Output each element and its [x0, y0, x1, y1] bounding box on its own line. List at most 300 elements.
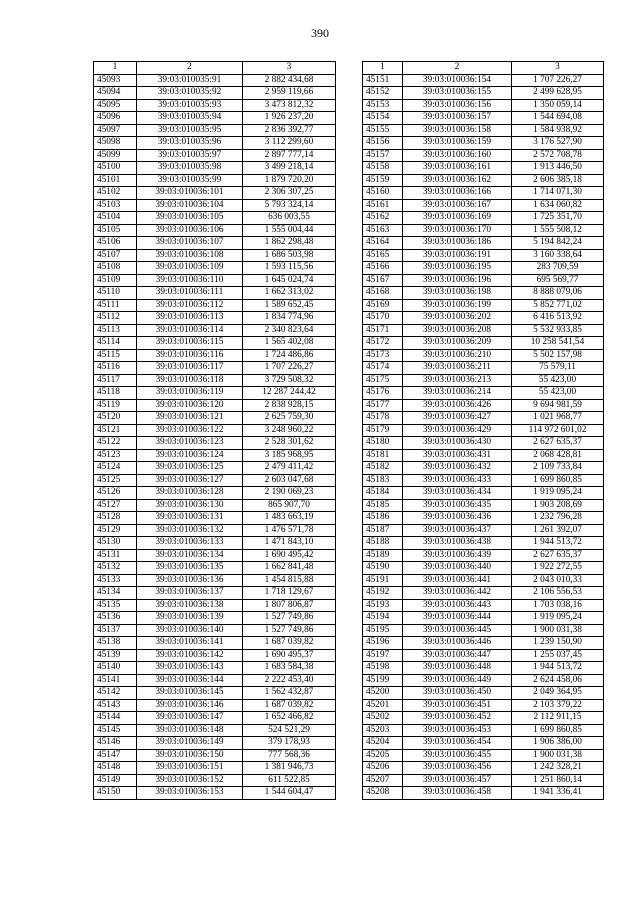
- cadastral-number: 39:03:010036:199: [403, 299, 512, 312]
- value-cell: 2 340 823,64: [243, 324, 336, 337]
- cadastral-number: 39:03:010036:210: [403, 349, 512, 362]
- value-cell: 2 625 759,30: [243, 412, 336, 425]
- cadastral-number: 39:03:010036:155: [403, 87, 512, 100]
- value-cell: 2 049 364,95: [512, 687, 604, 700]
- cadastral-number: 39:03:010036:116: [137, 349, 243, 362]
- row-number: 45161: [363, 199, 403, 212]
- value-cell: 1 476 571,78: [243, 524, 336, 537]
- cadastral-number: 39:03:010036:128: [137, 487, 243, 500]
- table-row: [363, 137, 604, 150]
- table-row: [363, 249, 604, 262]
- row-number: 45188: [363, 537, 403, 550]
- row-number: 45176: [363, 387, 403, 400]
- value-cell: 1 483 663,19: [243, 512, 336, 525]
- row-number: 45207: [363, 774, 403, 787]
- row-number: 45162: [363, 212, 403, 225]
- row-number: 45105: [94, 224, 137, 237]
- value-cell: 3 499 218,14: [243, 162, 336, 175]
- table-row: [363, 212, 604, 225]
- cadastral-number: 39:03:010036:119: [137, 387, 243, 400]
- row-number: 45165: [363, 249, 403, 262]
- value-cell: 3 473 812,32: [243, 99, 336, 112]
- table-row: [94, 274, 336, 287]
- value-cell: 1 261 392,07: [512, 524, 604, 537]
- table-row: [94, 674, 336, 687]
- row-number: 45190: [363, 562, 403, 575]
- value-cell: 114 972 601,02: [512, 424, 604, 437]
- cadastral-number: 39:03:010036:213: [403, 374, 512, 387]
- row-number: 45150: [94, 787, 137, 800]
- cadastral-number: 39:03:010036:435: [403, 499, 512, 512]
- value-cell: 1 255 037,45: [512, 649, 604, 662]
- value-cell: 55 423,00: [512, 374, 604, 387]
- row-number: 45131: [94, 549, 137, 562]
- row-number: 45095: [94, 99, 137, 112]
- value-cell: 3 112 299,60: [243, 137, 336, 150]
- row-number: 45192: [363, 587, 403, 600]
- row-number: 45101: [94, 174, 137, 187]
- table-row: [94, 749, 336, 762]
- cadastral-number: 39:03:010036:167: [403, 199, 512, 212]
- value-cell: 2 528 301,62: [243, 437, 336, 450]
- value-cell: 1 944 513,72: [512, 537, 604, 550]
- table-row: [94, 487, 336, 500]
- value-cell: 636 003,55: [243, 212, 336, 225]
- row-number: 45171: [363, 324, 403, 337]
- value-cell: 1 879 720,20: [243, 174, 336, 187]
- row-number: 45127: [94, 499, 137, 512]
- table-row: [94, 424, 336, 437]
- cadastral-number: 39:03:010036:456: [403, 762, 512, 775]
- cadastral-number: 39:03:010036:108: [137, 249, 243, 262]
- value-cell: 2 068 428,81: [512, 449, 604, 462]
- value-cell: 1 652 466,82: [243, 712, 336, 725]
- table-row: [94, 662, 336, 675]
- table-row: [94, 74, 336, 87]
- table-row: [94, 412, 336, 425]
- value-cell: 3 248 960,22: [243, 424, 336, 437]
- value-cell: 5 852 771,02: [512, 299, 604, 312]
- value-cell: 1 562 432,87: [243, 687, 336, 700]
- cadastral-number: 39:03:010036:196: [403, 274, 512, 287]
- value-cell: 1 687 039,82: [243, 637, 336, 650]
- row-number: 45094: [94, 87, 137, 100]
- table-row: [363, 237, 604, 250]
- row-number: 45124: [94, 462, 137, 475]
- table-row: [94, 587, 336, 600]
- table-row: [363, 362, 604, 375]
- value-cell: 5 194 842,24: [512, 237, 604, 250]
- table-row: [363, 274, 604, 287]
- value-cell: 1 589 652,45: [243, 299, 336, 312]
- table-row: [363, 574, 604, 587]
- value-cell: 1 634 060,82: [512, 199, 604, 212]
- value-cell: 1 699 860,85: [512, 724, 604, 737]
- cadastral-number: 39:03:010036:132: [137, 524, 243, 537]
- row-number: 45103: [94, 199, 137, 212]
- table-row: [363, 412, 604, 425]
- cadastral-number: 39:03:010036:209: [403, 337, 512, 350]
- value-cell: 1 900 031,38: [512, 624, 604, 637]
- cadastral-number: 39:03:010036:170: [403, 224, 512, 237]
- cadastral-number: 39:03:010036:433: [403, 474, 512, 487]
- value-cell: 1 714 071,30: [512, 187, 604, 200]
- value-cell: 3 160 338,64: [512, 249, 604, 262]
- value-cell: 865 907,70: [243, 499, 336, 512]
- table-row: [363, 699, 604, 712]
- row-number: 45189: [363, 549, 403, 562]
- row-number: 45147: [94, 749, 137, 762]
- value-cell: 1 718 129,67: [243, 587, 336, 600]
- table-row: [94, 287, 336, 300]
- value-cell: 2 959 119,66: [243, 87, 336, 100]
- table-row: [363, 224, 604, 237]
- value-cell: 1 707 226,27: [243, 362, 336, 375]
- table-row: [94, 537, 336, 550]
- value-cell: 75 579,11: [512, 362, 604, 375]
- value-cell: 1 913 446,50: [512, 162, 604, 175]
- row-number: 45099: [94, 149, 137, 162]
- cadastral-number: 39:03:010036:453: [403, 724, 512, 737]
- table-row: [363, 487, 604, 500]
- cadastral-number: 39:03:010036:147: [137, 712, 243, 725]
- cadastral-number: 39:03:010036:115: [137, 337, 243, 350]
- value-cell: 5 502 157,98: [512, 349, 604, 362]
- row-number: 45191: [363, 574, 403, 587]
- cadastral-number: 39:03:010035:99: [137, 174, 243, 187]
- cadastral-number: 39:03:010035:97: [137, 149, 243, 162]
- cadastral-number: 39:03:010036:151: [137, 762, 243, 775]
- table-row: [363, 762, 604, 775]
- value-cell: 55 423,00: [512, 387, 604, 400]
- row-number: 45199: [363, 674, 403, 687]
- cadastral-number: 39:03:010036:186: [403, 237, 512, 250]
- row-number: 45155: [363, 124, 403, 137]
- cadastral-number: 39:03:010036:145: [137, 687, 243, 700]
- row-number: 45106: [94, 237, 137, 250]
- table-row: [94, 462, 336, 475]
- row-number: 45108: [94, 262, 137, 275]
- cadastral-number: 39:03:010036:154: [403, 74, 512, 87]
- row-number: 45183: [363, 474, 403, 487]
- cadastral-number: 39:03:010036:142: [137, 649, 243, 662]
- value-cell: 1 919 095,24: [512, 487, 604, 500]
- value-cell: 2 112 911,15: [512, 712, 604, 725]
- row-number: 45149: [94, 774, 137, 787]
- cadastral-number: 39:03:010036:455: [403, 749, 512, 762]
- value-cell: 1 251 860,14: [512, 774, 604, 787]
- table-row: [94, 349, 336, 362]
- value-cell: 1 699 860,85: [512, 474, 604, 487]
- cadastral-number: 39:03:010036:131: [137, 512, 243, 525]
- row-number: 45114: [94, 337, 137, 350]
- value-cell: 1 683 584,38: [243, 662, 336, 675]
- row-number: 45142: [94, 687, 137, 700]
- value-cell: 1 686 503,98: [243, 249, 336, 262]
- row-number: 45107: [94, 249, 137, 262]
- table-row: [363, 112, 604, 125]
- row-number: 45153: [363, 99, 403, 112]
- value-cell: 1 584 938,92: [512, 124, 604, 137]
- cadastral-number: 39:03:010036:104: [137, 199, 243, 212]
- cadastral-number: 39:03:010036:426: [403, 399, 512, 412]
- table-row: [94, 637, 336, 650]
- value-cell: 2 043 010,33: [512, 574, 604, 587]
- row-number: 45200: [363, 687, 403, 700]
- table-row: [363, 199, 604, 212]
- row-number: 45093: [94, 74, 137, 87]
- row-number: 45146: [94, 737, 137, 750]
- cadastral-number: 39:03:010036:127: [137, 474, 243, 487]
- value-cell: 1 862 298,48: [243, 237, 336, 250]
- cadastral-number: 39:03:010036:117: [137, 362, 243, 375]
- table-row: [363, 787, 604, 800]
- value-cell: 1 662 313,02: [243, 287, 336, 300]
- table-right: [362, 61, 604, 800]
- cadastral-number: 39:03:010036:444: [403, 612, 512, 625]
- cadastral-number: 39:03:010036:125: [137, 462, 243, 475]
- cadastral-number: 39:03:010036:138: [137, 599, 243, 612]
- table-row: [94, 574, 336, 587]
- table-row: [94, 624, 336, 637]
- value-cell: 2 103 379,22: [512, 699, 604, 712]
- table-row: [94, 174, 336, 187]
- cadastral-number: 39:03:010035:95: [137, 124, 243, 137]
- cadastral-number: 39:03:010036:106: [137, 224, 243, 237]
- row-number: 45197: [363, 649, 403, 662]
- row-number: 45164: [363, 237, 403, 250]
- row-number: 45136: [94, 612, 137, 625]
- row-number: 45186: [363, 512, 403, 525]
- row-number: 45166: [363, 262, 403, 275]
- row-number: 45185: [363, 499, 403, 512]
- value-cell: 1 527 749,86: [243, 612, 336, 625]
- table-row: [363, 399, 604, 412]
- value-cell: 1 555 508,12: [512, 224, 604, 237]
- cadastral-number: 39:03:010036:457: [403, 774, 512, 787]
- row-number: 45202: [363, 712, 403, 725]
- value-cell: 524 521,29: [243, 724, 336, 737]
- cadastral-number: 39:03:010036:158: [403, 124, 512, 137]
- table-row: [363, 337, 604, 350]
- value-cell: 1 919 095,24: [512, 612, 604, 625]
- value-cell: 8 888 079,06: [512, 287, 604, 300]
- value-cell: 2 479 411,42: [243, 462, 336, 475]
- row-number: 45151: [363, 74, 403, 87]
- table-row: [94, 699, 336, 712]
- value-cell: 1 707 226,27: [512, 74, 604, 87]
- table-row: [363, 674, 604, 687]
- value-cell: 1 555 004,44: [243, 224, 336, 237]
- table-row: [94, 599, 336, 612]
- cadastral-number: 39:03:010036:202: [403, 312, 512, 325]
- table-row: [94, 162, 336, 175]
- cadastral-number: 39:03:010036:448: [403, 662, 512, 675]
- row-number: 45167: [363, 274, 403, 287]
- row-number: 45145: [94, 724, 137, 737]
- table-row: [94, 399, 336, 412]
- row-number: 45154: [363, 112, 403, 125]
- value-cell: 2 306 307,25: [243, 187, 336, 200]
- cadastral-number: 39:03:010036:113: [137, 312, 243, 325]
- cadastral-number: 39:03:010035:92: [137, 87, 243, 100]
- table-row: [363, 737, 604, 750]
- cadastral-number: 39:03:010036:437: [403, 524, 512, 537]
- cadastral-number: 39:03:010036:451: [403, 699, 512, 712]
- cadastral-number: 39:03:010036:143: [137, 662, 243, 675]
- cadastral-number: 39:03:010036:130: [137, 499, 243, 512]
- row-number: 45194: [363, 612, 403, 625]
- row-number: 45160: [363, 187, 403, 200]
- row-number: 45118: [94, 387, 137, 400]
- row-number: 45125: [94, 474, 137, 487]
- row-number: 45177: [363, 399, 403, 412]
- table-row: [94, 324, 336, 337]
- cadastral-number: 39:03:010036:109: [137, 262, 243, 275]
- cadastral-number: 39:03:010036:429: [403, 424, 512, 437]
- table-row: [363, 724, 604, 737]
- value-cell: 2 882 434,68: [243, 74, 336, 87]
- row-number: 45163: [363, 224, 403, 237]
- table-row: [94, 337, 336, 350]
- table-row: [363, 512, 604, 525]
- cadastral-number: 39:03:010036:159: [403, 137, 512, 150]
- cadastral-number: 39:03:010036:135: [137, 562, 243, 575]
- value-cell: 1 900 031,38: [512, 749, 604, 762]
- cadastral-number: 39:03:010036:443: [403, 599, 512, 612]
- value-cell: 1 544 694,08: [512, 112, 604, 125]
- table-row: [94, 774, 336, 787]
- table-row: [363, 87, 604, 100]
- cadastral-number: 39:03:010035:94: [137, 112, 243, 125]
- table-row: [363, 374, 604, 387]
- row-number: 45129: [94, 524, 137, 537]
- value-cell: 2 624 458,06: [512, 674, 604, 687]
- row-number: 45174: [363, 362, 403, 375]
- table-row: [363, 174, 604, 187]
- cadastral-number: 39:03:010036:152: [137, 774, 243, 787]
- cadastral-number: 39:03:010036:198: [403, 287, 512, 300]
- table-row: [363, 712, 604, 725]
- cadastral-number: 39:03:010036:140: [137, 624, 243, 637]
- value-cell: 1 703 038,16: [512, 599, 604, 612]
- cadastral-number: 39:03:010036:441: [403, 574, 512, 587]
- header-row: [94, 62, 336, 75]
- table-row: [94, 387, 336, 400]
- value-cell: 1 906 386,00: [512, 737, 604, 750]
- cadastral-number: 39:03:010036:136: [137, 574, 243, 587]
- header-col-1: 1: [94, 62, 137, 75]
- cadastral-number: 39:03:010036:146: [137, 699, 243, 712]
- table-row: [363, 624, 604, 637]
- value-cell: 1 527 749,86: [243, 624, 336, 637]
- row-number: 45181: [363, 449, 403, 462]
- value-cell: 283 709,59: [512, 262, 604, 275]
- cadastral-number: 39:03:010036:434: [403, 487, 512, 500]
- table-row: [94, 199, 336, 212]
- table-row: [363, 499, 604, 512]
- row-number: 45205: [363, 749, 403, 762]
- table-row: [94, 187, 336, 200]
- cadastral-number: 39:03:010036:118: [137, 374, 243, 387]
- table-row: [363, 587, 604, 600]
- row-number: 45137: [94, 624, 137, 637]
- cadastral-number: 39:03:010036:438: [403, 537, 512, 550]
- row-number: 45196: [363, 637, 403, 650]
- value-cell: 2 222 453,40: [243, 674, 336, 687]
- cadastral-number: 39:03:010036:447: [403, 649, 512, 662]
- cadastral-number: 39:03:010036:144: [137, 674, 243, 687]
- value-cell: 1 544 604,47: [243, 787, 336, 800]
- cadastral-number: 39:03:010036:111: [137, 287, 243, 300]
- header-col-1: 1: [363, 62, 403, 75]
- row-number: 45140: [94, 662, 137, 675]
- header-col-2: 2: [403, 62, 512, 75]
- table-row: [94, 212, 336, 225]
- table-row: [363, 774, 604, 787]
- cadastral-number: 39:03:010036:133: [137, 537, 243, 550]
- row-number: 45159: [363, 174, 403, 187]
- cadastral-number: 39:03:010036:191: [403, 249, 512, 262]
- table-row: [363, 299, 604, 312]
- table-row: [94, 787, 336, 800]
- value-cell: 2 603 047,68: [243, 474, 336, 487]
- value-cell: 2 627 635,37: [512, 437, 604, 450]
- table-row: [94, 524, 336, 537]
- table-row: [363, 524, 604, 537]
- value-cell: 2 190 069,23: [243, 487, 336, 500]
- table-row: [363, 187, 604, 200]
- table-row: [363, 312, 604, 325]
- table-row: [94, 237, 336, 250]
- row-number: 45173: [363, 349, 403, 362]
- cadastral-number: 39:03:010036:445: [403, 624, 512, 637]
- cadastral-number: 39:03:010036:450: [403, 687, 512, 700]
- row-number: 45203: [363, 724, 403, 737]
- table-row: [94, 612, 336, 625]
- row-number: 45187: [363, 524, 403, 537]
- row-number: 45128: [94, 512, 137, 525]
- table-row: [94, 374, 336, 387]
- value-cell: 1 242 328,21: [512, 762, 604, 775]
- value-cell: 1 687 039,82: [243, 699, 336, 712]
- value-cell: 1 662 841,48: [243, 562, 336, 575]
- table-row: [94, 499, 336, 512]
- table-row: [363, 324, 604, 337]
- row-number: 45206: [363, 762, 403, 775]
- table-row: [363, 74, 604, 87]
- row-number: 45115: [94, 349, 137, 362]
- cadastral-number: 39:03:010036:432: [403, 462, 512, 475]
- row-number: 45123: [94, 449, 137, 462]
- value-cell: 611 522,85: [243, 774, 336, 787]
- cadastral-number: 39:03:010036:440: [403, 562, 512, 575]
- value-cell: 2 627 635,37: [512, 549, 604, 562]
- cadastral-number: 39:03:010036:107: [137, 237, 243, 250]
- row-number: 45110: [94, 287, 137, 300]
- row-number: 45109: [94, 274, 137, 287]
- table-row: [94, 362, 336, 375]
- cadastral-number: 39:03:010036:121: [137, 412, 243, 425]
- row-number: 45143: [94, 699, 137, 712]
- table-row: [363, 162, 604, 175]
- cadastral-number: 39:03:010036:150: [137, 749, 243, 762]
- value-cell: 2 897 777,14: [243, 149, 336, 162]
- value-cell: 10 258 541,54: [512, 337, 604, 350]
- cadastral-number: 39:03:010036:141: [137, 637, 243, 650]
- value-cell: 1 724 486,86: [243, 349, 336, 362]
- value-cell: 2 109 733,84: [512, 462, 604, 475]
